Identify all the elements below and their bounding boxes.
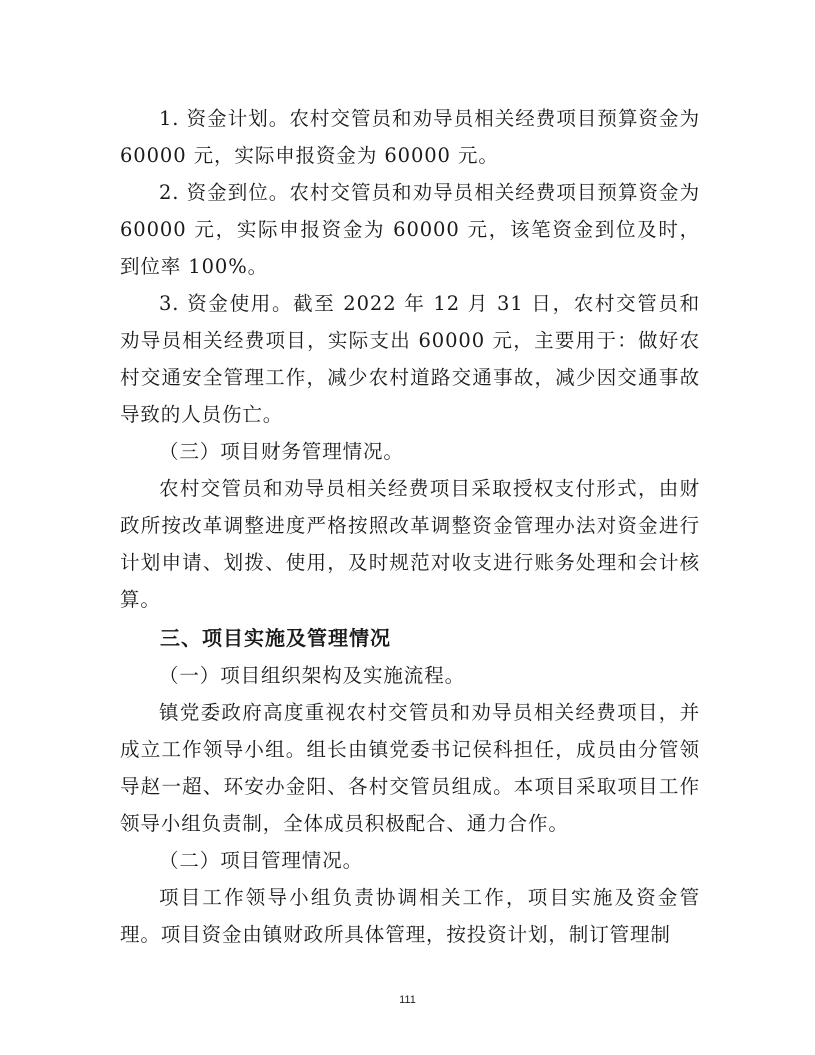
paragraph-financial-management: 农村交管员和劝导员相关经费项目采取授权支付形式，由财政所按改革调整进度严格按照改革调整资金管理办法对资金进行计划申请、划拨、使用，及时规范对收支进行账务处理和会计核算。 bbox=[120, 477, 700, 611]
paragraph-funding-arrival: 2. 资金到位。农村交管员和劝导员相关经费项目预算资金为 60000 元，实际申报资金为 60000 元，该笔资金到位及时，到位率 100%。 bbox=[120, 181, 700, 278]
page-content bbox=[120, 100, 700, 953]
section-heading: 三、项目实施及管理情况 bbox=[160, 626, 391, 650]
paragraph-funding-plan: 1. 资金计划。农村交管员和劝导员相关经费项目预算资金为 60000 元，实际申报资金为 60000 元。 bbox=[120, 107, 700, 167]
paragraph-funding-usage: 3. 资金使用。截至 2022 年 12 月 31 日，农村交管员和劝导员相关经费项目，实际支出 60000 元，主要用于：做好农村交通安全管理工作，减少农村道路交通事故，减少因交通事故导致的人员伤亡。 bbox=[120, 292, 700, 426]
subheading-project-management: （二）项目管理情况。 bbox=[159, 849, 364, 872]
page-number: 111 bbox=[399, 994, 416, 1006]
paragraph-organization: 镇党委政府高度重视农村交管员和劝导员相关经费项目，并成立工作领导小组。组长由镇党委书记侯科担任，成员由分管领导赵一超、环安办金阳、各村交管员组成。本项目采取项目工作领导小组负责制，全体成员积极配合、通力合作。 bbox=[120, 701, 700, 835]
subheading-organization: （一）项目组织架构及实施流程。 bbox=[159, 664, 466, 687]
subheading-financial-management: （三）项目财务管理情况。 bbox=[159, 440, 404, 463]
paragraph-project-management: 项目工作领导小组负责协调相关工作，项目实施及资金管理。项目资金由镇财政所具体管理，按投资计划，制订管理制 bbox=[120, 886, 700, 946]
